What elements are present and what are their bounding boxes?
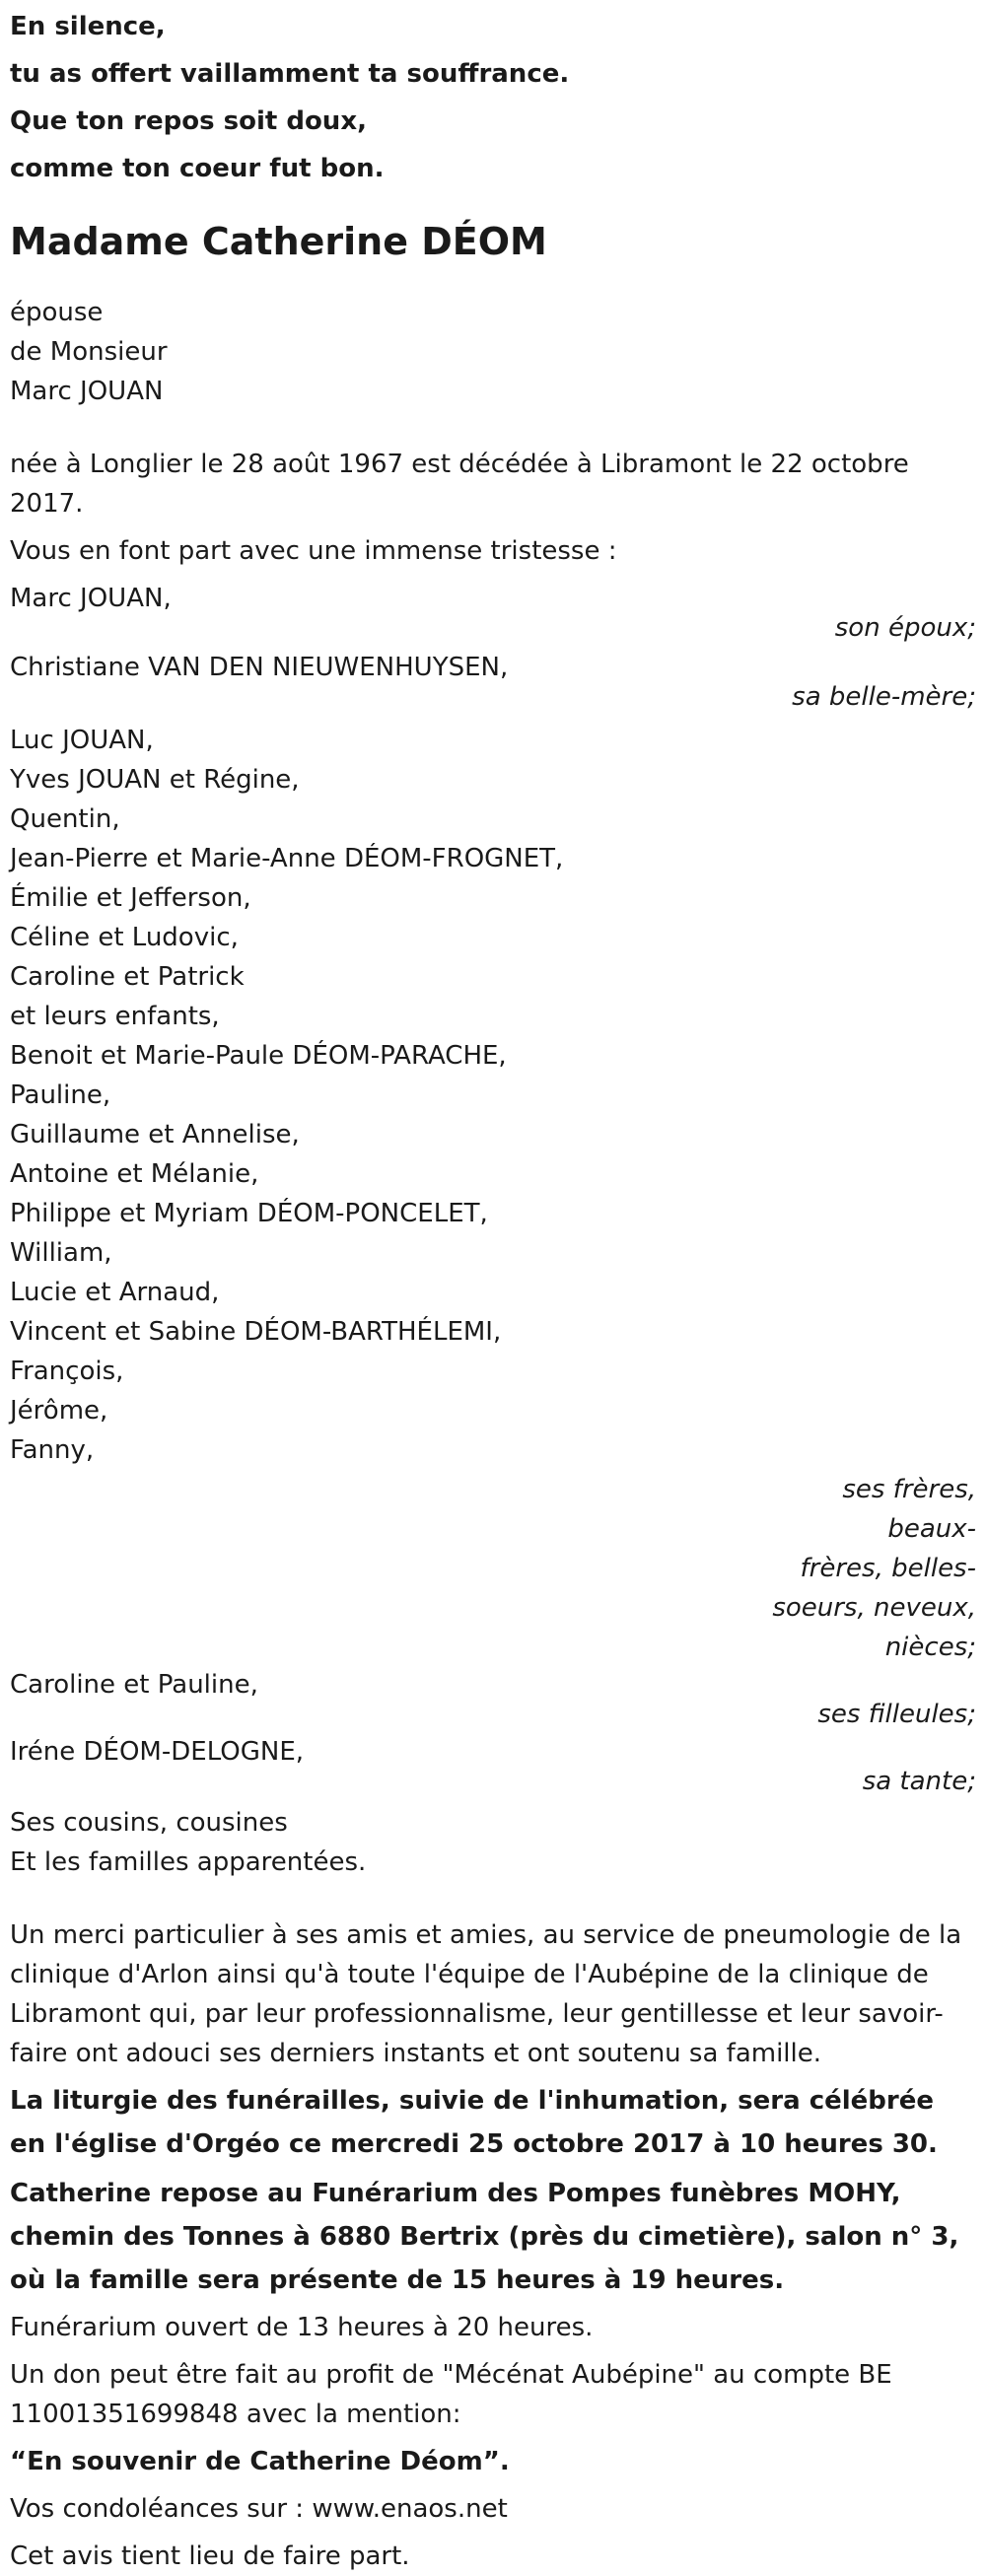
family-name: Vincent et Sabine DÉOM-BARTHÉLEMI, [10, 1317, 502, 1347]
poem-line: En silence, [10, 12, 166, 41]
spouse-line: de Monsieur [10, 337, 168, 367]
family-name: Philippe et Myriam DÉOM-PONCELET, [10, 1199, 488, 1228]
family-name: Marc JOUAN, [10, 584, 172, 613]
family-name: Iréne DÉOM-DELOGNE, [10, 1737, 305, 1767]
family-name: Émilie et Jefferson, [10, 883, 251, 913]
family-name: François, [10, 1357, 124, 1386]
family-name: Pauline, [10, 1080, 111, 1110]
spouse-line: Marc JOUAN [10, 377, 164, 406]
family-name: Yves JOUAN et Régine, [10, 765, 300, 795]
donation-mention: “En souvenir de Catherine Déom”. [10, 2447, 510, 2476]
birth-death-text: née à Longlier le 28 août 1967 est décédée à Libramont le 22 octobre 2017. [10, 450, 909, 519]
family-name: Guillaume et Annelise, [10, 1120, 300, 1149]
poem-line: comme ton coeur fut bon. [10, 154, 385, 183]
relation-label: nièces; [884, 1633, 976, 1662]
announce-text: Vous en font part avec une immense tristesse : [10, 536, 617, 566]
relation-label: sa tante; [862, 1767, 976, 1796]
family-name: et leurs enfants, [10, 1002, 220, 1031]
family-name: Benoit et Marie-Paule DÉOM-PARACHE, [10, 1041, 507, 1071]
family-name: Luc JOUAN, [10, 726, 154, 755]
family-name: Lucie et Arnaud, [10, 1278, 220, 1307]
family-name: Antoine et Mélanie, [10, 1159, 259, 1189]
relation-label: sa belle-mère; [792, 682, 976, 712]
family-group-spouse [10, 579, 976, 648]
family-name: Christiane VAN DEN NIEUWENHUYSEN, [10, 653, 509, 682]
family-name: Jérôme, [10, 1396, 108, 1426]
relation-label: ses filleules; [817, 1700, 976, 1729]
relation-label: son époux; [834, 613, 976, 643]
family-name: Quentin, [10, 804, 120, 834]
family-name: Jean-Pierre et Marie-Anne DÉOM-FROGNET, [10, 844, 564, 873]
condolences-text: Vos condoléances sur : www.enaos.net [10, 2494, 508, 2524]
family-name: William, [10, 1238, 112, 1268]
family-group-goddaughters [10, 1665, 976, 1734]
notice-text: Cet avis tient lieu de faire part. [10, 2541, 410, 2571]
family-group-siblings [10, 721, 976, 1667]
family-name: Céline et Ludovic, [10, 923, 239, 952]
cousins-line: Et les familles apparentées. [10, 1847, 367, 1877]
poem-line: tu as offert vaillamment ta souffrance. [10, 59, 570, 89]
family-group-mother-in-law [10, 648, 976, 717]
cousins-block [10, 1803, 976, 1882]
relation-label: frères, belles- [800, 1554, 976, 1583]
opening-hours: Funérarium ouvert de 13 heures à 20 heures. [10, 2313, 594, 2342]
family-group-aunt [10, 1732, 976, 1801]
family-name: Caroline et Patrick [10, 962, 245, 992]
poem [10, 0, 976, 192]
relation-label: ses frères, beaux- [842, 1475, 976, 1544]
family-name: Fanny, [10, 1435, 95, 1465]
spouse-block [10, 293, 976, 411]
donation-paragraph: Un don peut être fait au profit de "Mécénat Aubépine" au compte BE 11001351699848 avec la mention: [10, 2360, 892, 2429]
liturgy-paragraph: La liturgie des funérailles, suivie de l'inhumation, sera célébrée en l'église d'Orgéo ce mercredi 25 octobre 2017 à 10 heures 30. [10, 2086, 938, 2159]
deceased-name-title: Madame Catherine DÉOM [10, 220, 547, 263]
funerarium-paragraph: Catherine repose au Funérarium des Pompes funèbres MOHY, chemin des Tonnes à 6880 Bertrix (près du cimetière), salon n° 3, où la famille sera présente de 15 heures à 19 heures. [10, 2179, 959, 2295]
cousins-line: Ses cousins, cousines [10, 1808, 288, 1838]
relation-label: soeurs, neveux, [772, 1593, 976, 1623]
relation-label-block [749, 1470, 976, 1667]
poem-line: Que ton repos soit doux, [10, 106, 367, 136]
spouse-line: épouse [10, 298, 104, 327]
family-name: Caroline et Pauline, [10, 1670, 258, 1700]
thanks-paragraph: Un merci particulier à ses amis et amies, au service de pneumologie de la clinique d'Arlon ainsi qu'à toute l'équipe de l'Aubépine de la clinique de Libramont qui, par leur professionnalisme, leur gentillesse et leur savoir-faire ont adouci ses derniers instants et ont soutenu sa famille. [10, 1920, 962, 2068]
